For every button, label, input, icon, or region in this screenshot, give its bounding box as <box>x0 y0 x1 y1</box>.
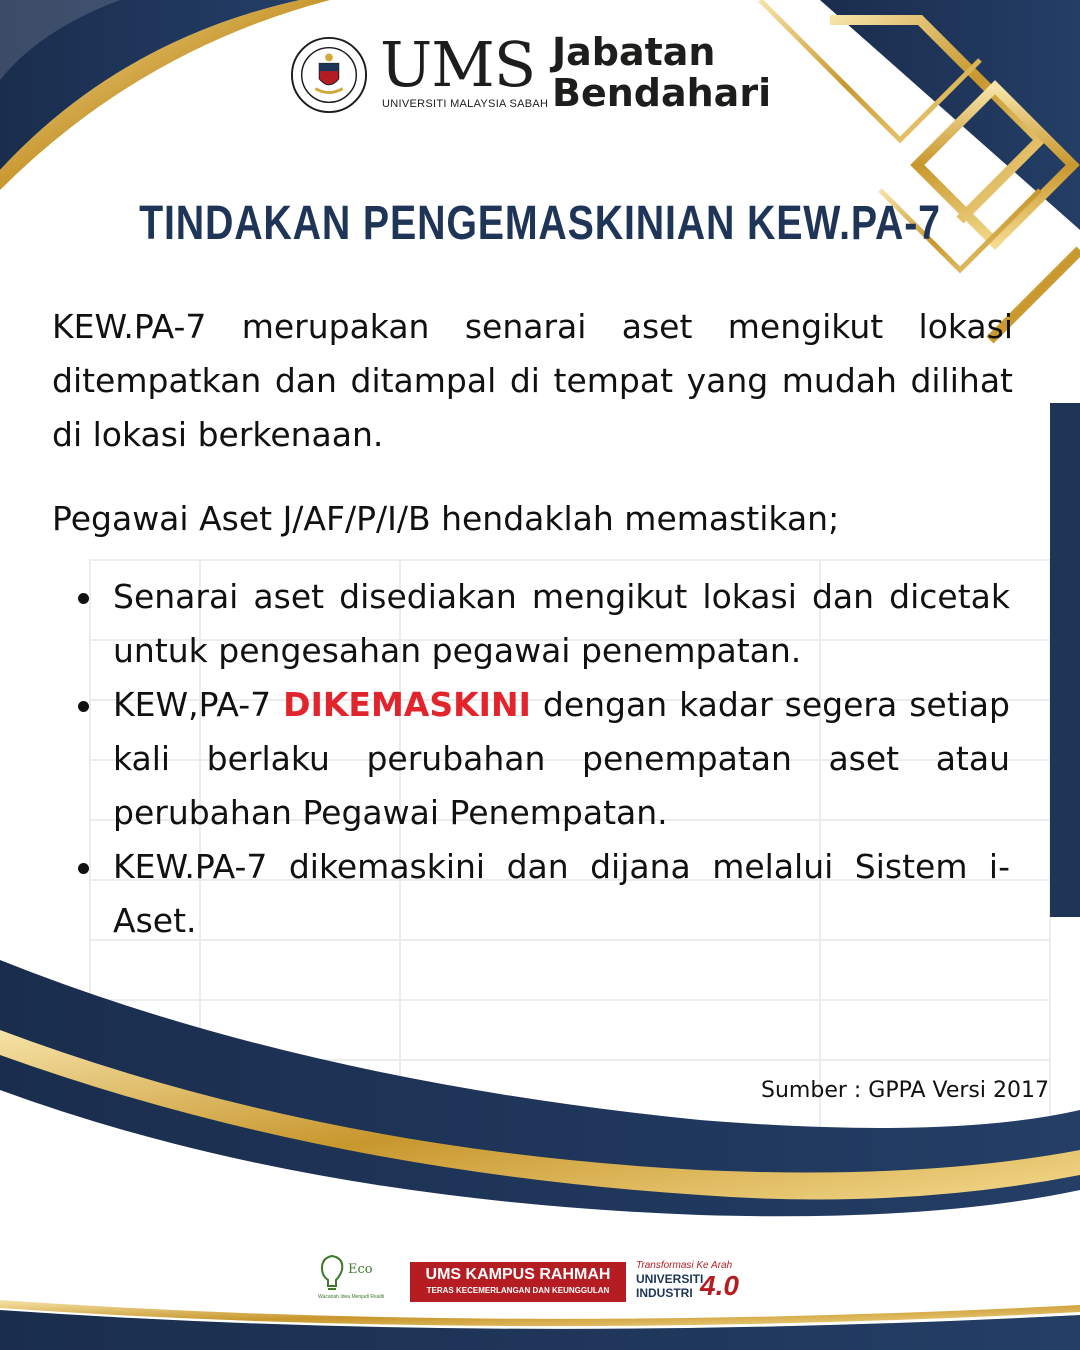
bullet-icon <box>78 701 89 712</box>
kampus-rahmah-badge <box>410 1262 626 1302</box>
transform-version: 4.0 <box>700 1270 739 1301</box>
list-item-suffix: dengan kadar segera setiap kali berlaku perubahan penempatan aset atau perubahan Pegawai Penempatan. <box>113 685 1010 832</box>
university-seal-icon <box>290 36 368 114</box>
bullet-icon <box>78 593 89 604</box>
list-item <box>62 840 1010 948</box>
transform-tagline: Transformasi Ke Arah <box>636 1260 733 1271</box>
transform-line-2: INDUSTRI <box>636 1286 693 1300</box>
highlight-keyword: DIKEMASKINI <box>283 685 531 724</box>
department-name <box>552 32 771 114</box>
kampus-title: UMS KAMPUS RAHMAH <box>425 1266 611 1283</box>
department-line-2: Bendahari <box>552 71 772 115</box>
ums-logo-subtitle: UNIVERSITI MALAYSIA SABAH <box>382 98 549 110</box>
list-item <box>62 570 1010 678</box>
eco-tagline: Wacanah Idea Menjadi Realiti <box>318 1294 385 1300</box>
header <box>290 30 810 120</box>
ums-logo-text: UMS <box>380 28 536 101</box>
industri-logo <box>636 1260 746 1308</box>
eco-label: Eco <box>348 1262 373 1277</box>
source-citation: Sumber : GPPA Versi 2017 <box>761 1078 1049 1103</box>
transform-line-1: UNIVERSITI <box>636 1272 704 1286</box>
requirement-list <box>62 570 1010 948</box>
eco-campus-logo <box>318 1254 402 1304</box>
footer-logos <box>318 1254 748 1314</box>
bullet-icon <box>78 863 89 874</box>
kampus-subtitle: TERAS KECEMERLANGAN DAN KEUNGGULAN <box>426 1286 610 1295</box>
right-accent-bar <box>1050 403 1080 917</box>
list-item <box>62 678 1010 840</box>
page-title: TINDAKAN PENGEMASKINIAN KEW.PA-7 <box>139 197 941 250</box>
department-line-1: Jabatan <box>552 30 716 74</box>
list-item-text: Senarai aset disediakan mengikut lokasi dan dicetak untuk pengesahan pegawai penempatan. <box>113 577 1010 670</box>
intro-paragraph: KEW.PA-7 merupakan senarai aset mengikut lokasi ditempatkan dan ditampal di tempat yang mudah dilihat di lokasi berkenaan. <box>52 307 1013 454</box>
lead-sentence: Pegawai Aset J/AF/P/I/B hendaklah memastikan; <box>52 499 840 538</box>
lightbulb-icon <box>318 1254 346 1292</box>
list-item-prefix: KEW,PA-7 <box>113 685 284 724</box>
list-item-text: KEW.PA-7 dikemaskini dan dijana melalui Sistem i-Aset. <box>113 847 1010 940</box>
